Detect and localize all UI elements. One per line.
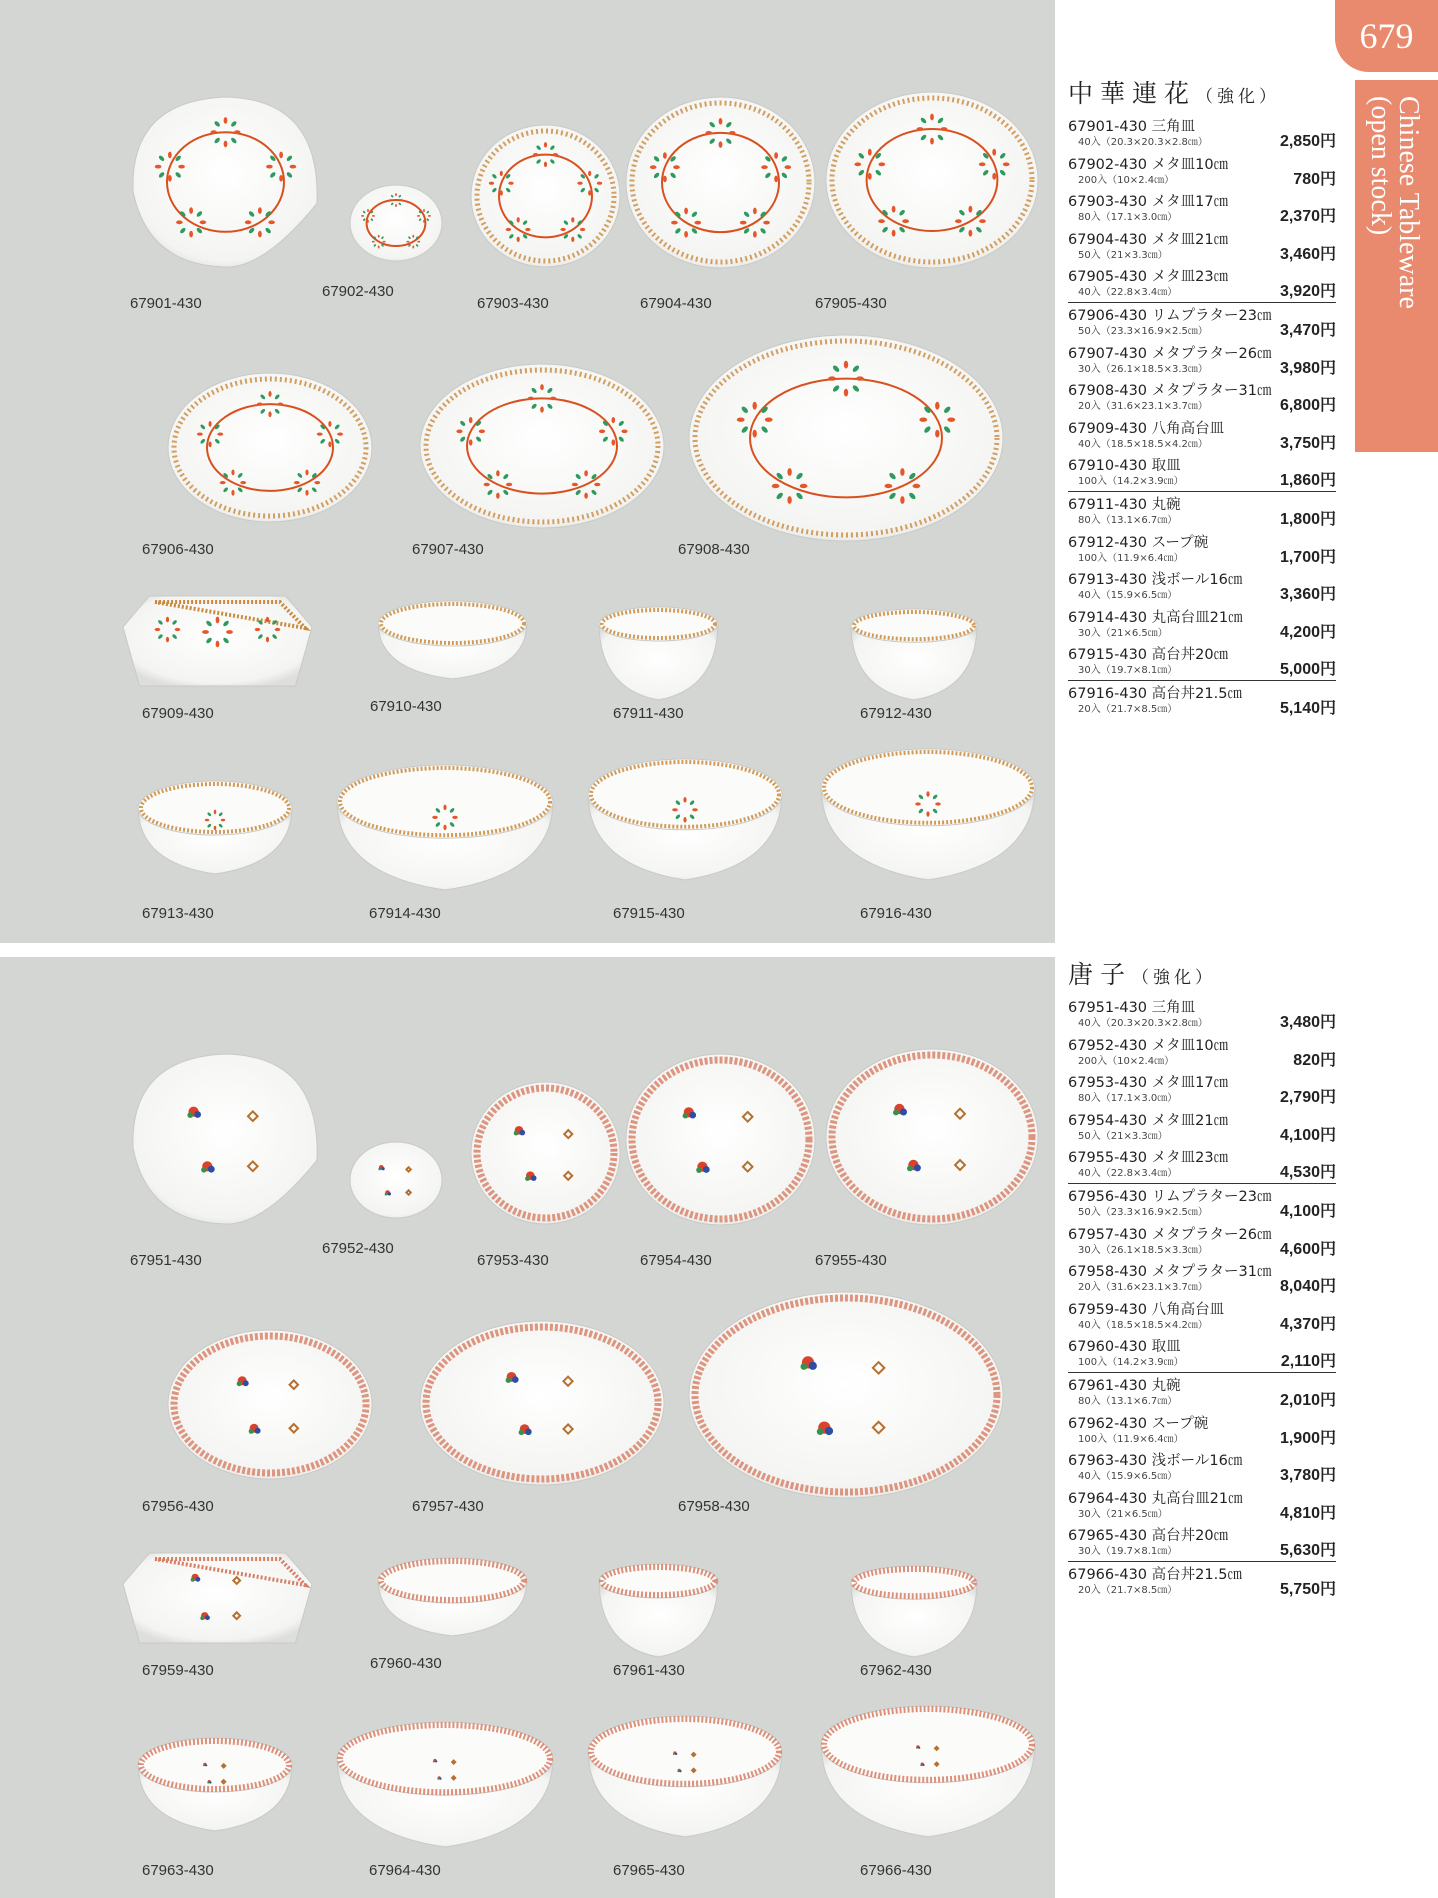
price-row: [1068, 530, 1336, 568]
product-name: メタプラター31㎝: [1151, 383, 1272, 400]
product-price: 4,530円: [1279, 1164, 1336, 1182]
dish-image: [823, 1046, 1041, 1228]
dish-image: [468, 122, 623, 270]
price-list-lotus: [1068, 114, 1336, 719]
product-photo-code: 67904-430: [640, 295, 712, 312]
dish-image: [686, 332, 1006, 544]
product-photo-code: 67963-430: [142, 1862, 214, 1879]
product-name: 三角皿: [1151, 1000, 1196, 1016]
product-spec: 80入（17.1×3.0㎝）: [1078, 1093, 1178, 1105]
product-name: メタプラター31㎝: [1151, 1264, 1272, 1281]
product-spec: 80入（13.1×6.7㎝）: [1078, 514, 1178, 526]
product-name: メタプラター26㎝: [1151, 1226, 1272, 1243]
product-price: 8,040円: [1279, 1278, 1336, 1296]
product-photo-code: 67966-430: [860, 1862, 932, 1879]
product-spec: 100入（11.9×6.4㎝）: [1078, 552, 1184, 564]
product-code: 67904-430: [1068, 231, 1148, 248]
page-number: 679: [1335, 0, 1438, 72]
product-spec: 50入（21×3.3㎝）: [1078, 249, 1168, 261]
price-row: [1068, 227, 1336, 265]
product-name: メタ皿10㎝: [1151, 1037, 1229, 1054]
product-spec: 20入（21.7×8.5㎝）: [1078, 1584, 1178, 1596]
product-price: 1,700円: [1279, 548, 1336, 566]
product-code: 67914-430: [1068, 609, 1148, 626]
product-price: 4,100円: [1279, 1126, 1336, 1144]
product-price: 4,370円: [1279, 1315, 1336, 1333]
dish-image: [818, 1703, 1038, 1841]
product-photo-code: 67907-430: [412, 541, 484, 558]
price-row: [1068, 567, 1336, 605]
price-row: [1068, 189, 1336, 227]
product-name: 高台丼20㎝: [1151, 647, 1229, 664]
product-spec: 200入（10×2.4㎝）: [1078, 174, 1175, 186]
product-spec: 50入（23.3×16.9×2.5㎝）: [1078, 1206, 1208, 1218]
price-row: [1068, 453, 1336, 492]
product-photo-code: 67951-430: [130, 1252, 202, 1269]
category-tab-label: Chinese Tableware (open stock): [1365, 96, 1424, 309]
product-code: 67909-430: [1068, 420, 1148, 437]
product-code: 67960-430: [1068, 1339, 1148, 1356]
dish-image: [334, 1719, 556, 1851]
product-price: 1,860円: [1279, 472, 1336, 490]
product-name: 浅ボール16㎝: [1151, 1453, 1243, 1470]
dish-image: [375, 598, 530, 683]
product-photo-code: 67962-430: [860, 1662, 932, 1679]
product-spec: 20入（31.6×23.1×3.7㎝）: [1078, 1282, 1208, 1294]
product-photo-code: 67959-430: [142, 1662, 214, 1679]
price-row: [1068, 681, 1336, 719]
product-name: 丸碗: [1151, 496, 1181, 513]
product-price: 5,750円: [1279, 1580, 1336, 1598]
series-title-text: 唐子: [1068, 960, 1133, 989]
price-row: [1068, 1562, 1336, 1600]
product-price: 4,600円: [1279, 1240, 1336, 1258]
product-spec: 50入（21×3.3㎝）: [1078, 1130, 1168, 1142]
product-name: 高台丼21.5㎝: [1151, 1566, 1242, 1583]
product-name: 八角高台皿: [1151, 1301, 1225, 1318]
product-code: 67952-430: [1068, 1037, 1148, 1054]
dish-image: [375, 1555, 530, 1640]
product-code: 67915-430: [1068, 647, 1148, 664]
product-name: 丸高台皿21㎝: [1151, 1490, 1243, 1507]
product-name: 浅ボール16㎝: [1151, 572, 1243, 589]
product-price: 780円: [1293, 170, 1336, 188]
price-row: [1068, 1297, 1336, 1335]
product-name: メタ皿21㎝: [1151, 231, 1229, 248]
product-photo-code: 67965-430: [613, 1862, 685, 1879]
product-name: メタ皿17㎝: [1151, 1075, 1229, 1092]
product-photo-code: 67911-430: [613, 705, 684, 722]
product-code: 67913-430: [1068, 572, 1148, 589]
product-code: 67965-430: [1068, 1528, 1148, 1545]
price-row: [1068, 1070, 1336, 1108]
product-code: 67902-430: [1068, 156, 1148, 173]
dish-image: [596, 604, 721, 704]
product-photo-code: 67908-430: [678, 541, 750, 558]
product-photo-code: 67914-430: [369, 905, 441, 922]
dish-image: [120, 592, 315, 692]
product-code: 67966-430: [1068, 1566, 1148, 1583]
product-price: 4,100円: [1279, 1202, 1336, 1220]
product-name: 取皿: [1151, 458, 1181, 475]
series-title-lotus: [1068, 74, 1280, 110]
product-price: 2,010円: [1279, 1391, 1336, 1409]
product-code: 67954-430: [1068, 1112, 1148, 1129]
product-photo-code: 67916-430: [860, 905, 932, 922]
product-spec: 40入（22.8×3.4㎝）: [1078, 287, 1178, 299]
product-name: スープ碗: [1151, 534, 1209, 551]
product-price: 5,000円: [1279, 661, 1336, 679]
product-price: 2,790円: [1279, 1089, 1336, 1107]
product-name: メタ皿17㎝: [1151, 194, 1229, 211]
product-code: 67953-430: [1068, 1075, 1148, 1092]
product-price: 3,470円: [1279, 321, 1336, 339]
product-name: 丸碗: [1151, 1377, 1181, 1394]
product-spec: 200入（10×2.4㎝）: [1078, 1055, 1175, 1067]
price-row: [1068, 1184, 1336, 1222]
product-photo-code: 67961-430: [613, 1662, 685, 1679]
product-price: 3,460円: [1279, 245, 1336, 263]
dish-image: [596, 1561, 721, 1661]
dish-image: [128, 93, 323, 271]
price-row: [1068, 1033, 1336, 1071]
product-spec: 50入（23.3×16.9×2.5㎝）: [1078, 325, 1208, 337]
product-code: 67959-430: [1068, 1301, 1148, 1318]
series-title-text: 中華連花: [1068, 79, 1197, 108]
price-row: [1068, 114, 1336, 152]
product-name: 八角高台皿: [1151, 420, 1225, 437]
dish-image: [585, 756, 785, 884]
product-photo-code: 67909-430: [142, 705, 214, 722]
product-code: 67963-430: [1068, 1453, 1148, 1470]
product-spec: 30入（21×6.5㎝）: [1078, 627, 1168, 639]
product-spec: 100入（14.2×3.9㎝）: [1078, 1357, 1184, 1369]
dish-image: [823, 89, 1041, 271]
product-name: メタ皿23㎝: [1151, 1150, 1229, 1167]
product-name: 取皿: [1151, 1339, 1181, 1356]
product-code: 67901-430: [1068, 119, 1148, 135]
dish-image: [165, 370, 375, 525]
product-code: 67912-430: [1068, 534, 1148, 551]
price-row: [1068, 1259, 1336, 1297]
dish-image: [165, 1327, 375, 1482]
price-row: [1068, 341, 1336, 379]
dish-image: [623, 94, 818, 271]
product-code: 67961-430: [1068, 1377, 1148, 1394]
series-subtitle: （強化）: [1196, 87, 1281, 107]
dish-image: [468, 1079, 623, 1227]
dish-image: [848, 606, 980, 704]
dish-image: [818, 746, 1038, 884]
product-spec: 30入（26.1×18.5×3.3㎝）: [1078, 1244, 1208, 1256]
product-photo-code: 67905-430: [815, 295, 887, 312]
product-photo-code: 67958-430: [678, 1498, 750, 1515]
product-spec: 40入（20.3×20.3×2.8㎝）: [1078, 1018, 1208, 1029]
product-photo-code: 67952-430: [322, 1240, 394, 1257]
product-photo-code: 67913-430: [142, 905, 214, 922]
product-price: 3,780円: [1279, 1467, 1336, 1485]
price-row: [1068, 416, 1336, 454]
product-spec: 40入（15.9×6.5㎝）: [1078, 1471, 1178, 1483]
product-code: 67911-430: [1068, 496, 1148, 513]
price-row: [1068, 264, 1336, 303]
product-code: 67906-430: [1068, 307, 1148, 324]
product-price: 3,750円: [1279, 434, 1336, 452]
dish-image: [585, 1713, 785, 1841]
product-photo-code: 67953-430: [477, 1252, 549, 1269]
series-title-karako: [1068, 955, 1216, 991]
product-spec: 20入（31.6×23.1×3.7㎝）: [1078, 401, 1208, 413]
product-spec: 30入（19.7×8.1㎝）: [1078, 665, 1178, 677]
product-price: 3,980円: [1279, 359, 1336, 377]
product-photo-code: 67902-430: [322, 283, 394, 300]
price-row: [1068, 1334, 1336, 1373]
product-code: 67964-430: [1068, 1490, 1148, 1507]
dish-image: [623, 1051, 818, 1228]
price-row: [1068, 1411, 1336, 1449]
product-spec: 40入（20.3×20.3×2.8㎝）: [1078, 137, 1208, 148]
product-code: 67916-430: [1068, 685, 1148, 702]
price-row: [1068, 303, 1336, 341]
product-price: 1,800円: [1279, 510, 1336, 528]
dish-image: [128, 1050, 323, 1228]
product-code: 67955-430: [1068, 1150, 1148, 1167]
product-price: 6,800円: [1279, 397, 1336, 415]
product-spec: 30入（21×6.5㎝）: [1078, 1508, 1168, 1520]
product-name: メタ皿21㎝: [1151, 1112, 1229, 1129]
product-photo-code: 67906-430: [142, 541, 214, 558]
product-photo-code: 67964-430: [369, 1862, 441, 1879]
product-photo-code: 67915-430: [613, 905, 685, 922]
price-list-karako: [1068, 995, 1336, 1600]
product-spec: 80入（17.1×3.0㎝）: [1078, 212, 1178, 224]
product-code: 67905-430: [1068, 269, 1148, 286]
product-spec: 20入（21.7×8.5㎝）: [1078, 703, 1178, 715]
product-price: 4,200円: [1279, 623, 1336, 641]
product-price: 2,850円: [1279, 133, 1336, 150]
price-row: [1068, 1145, 1336, 1184]
price-row: [1068, 605, 1336, 643]
product-code: 67958-430: [1068, 1264, 1148, 1281]
product-name: 丸高台皿21㎝: [1151, 609, 1243, 626]
product-spec: 40入（18.5×18.5×4.2㎝）: [1078, 1319, 1208, 1331]
product-price: 2,370円: [1279, 208, 1336, 226]
product-spec: 40入（15.9×6.5㎝）: [1078, 590, 1178, 602]
product-code: 67908-430: [1068, 383, 1148, 400]
product-photo-code: 67910-430: [370, 698, 442, 715]
product-name: メタプラター26㎝: [1151, 345, 1272, 362]
product-spec: 30入（26.1×18.5×3.3㎝）: [1078, 363, 1208, 375]
product-photo-code: 67956-430: [142, 1498, 214, 1515]
product-name: 三角皿: [1151, 119, 1196, 135]
product-name: メタ皿23㎝: [1151, 269, 1229, 286]
product-photo-code: 67901-430: [130, 295, 202, 312]
product-spec: 100入（11.9×6.4㎝）: [1078, 1433, 1184, 1445]
product-price: 3,920円: [1279, 283, 1336, 301]
product-photo-code: 67960-430: [370, 1655, 442, 1672]
dish-image: [417, 361, 667, 531]
price-row: [1068, 152, 1336, 190]
product-name: 高台丼20㎝: [1151, 1528, 1229, 1545]
price-row: [1068, 1108, 1336, 1146]
product-spec: 40入（18.5×18.5×4.2㎝）: [1078, 438, 1208, 450]
product-name: リムプラター23㎝: [1151, 1188, 1272, 1205]
price-row: [1068, 1373, 1336, 1411]
product-price: 4,810円: [1279, 1504, 1336, 1522]
product-code: 67962-430: [1068, 1415, 1148, 1432]
price-row: [1068, 1486, 1336, 1524]
price-row: [1068, 642, 1336, 681]
product-name: リムプラター23㎝: [1151, 307, 1272, 324]
price-row: [1068, 1448, 1336, 1486]
dish-image: [120, 1549, 315, 1649]
product-code: 67907-430: [1068, 345, 1148, 362]
price-row: [1068, 378, 1336, 416]
product-photo-code: 67903-430: [477, 295, 549, 312]
dish-image: [347, 1139, 445, 1221]
dish-image: [135, 778, 295, 878]
price-row: [1068, 1523, 1336, 1562]
product-spec: 80入（13.1×6.7㎝）: [1078, 1395, 1178, 1407]
dish-image: [135, 1735, 295, 1835]
dish-image: [417, 1318, 667, 1488]
product-price: 1,900円: [1279, 1429, 1336, 1447]
series-subtitle: （強化）: [1132, 968, 1217, 988]
product-price: 3,480円: [1279, 1014, 1336, 1031]
price-row: [1068, 492, 1336, 530]
price-row: [1068, 1222, 1336, 1260]
dish-image: [686, 1289, 1006, 1501]
product-price: 5,630円: [1279, 1542, 1336, 1560]
product-spec: 30入（19.7×8.1㎝）: [1078, 1546, 1178, 1558]
product-name: メタ皿10㎝: [1151, 156, 1229, 173]
product-photo-code: 67955-430: [815, 1252, 887, 1269]
product-photo-code: 67912-430: [860, 705, 932, 722]
product-name: スープ碗: [1151, 1415, 1209, 1432]
product-price: 3,360円: [1279, 586, 1336, 604]
product-name: 高台丼21.5㎝: [1151, 685, 1242, 702]
product-code: 67957-430: [1068, 1226, 1148, 1243]
product-code: 67951-430: [1068, 1000, 1148, 1016]
product-price: 820円: [1293, 1051, 1336, 1069]
product-price: 5,140円: [1279, 699, 1336, 717]
dish-image: [334, 762, 556, 894]
dish-image: [848, 1563, 980, 1661]
product-photo-code: 67954-430: [640, 1252, 712, 1269]
price-row: [1068, 995, 1336, 1033]
product-code: 67956-430: [1068, 1188, 1148, 1205]
product-price: 2,110円: [1280, 1353, 1336, 1371]
dish-image: [347, 182, 445, 264]
product-photo-code: 67957-430: [412, 1498, 484, 1515]
product-spec: 40入（22.8×3.4㎝）: [1078, 1168, 1178, 1180]
product-spec: 100入（14.2×3.9㎝）: [1078, 476, 1184, 488]
product-code: 67903-430: [1068, 194, 1148, 211]
product-code: 67910-430: [1068, 458, 1148, 475]
